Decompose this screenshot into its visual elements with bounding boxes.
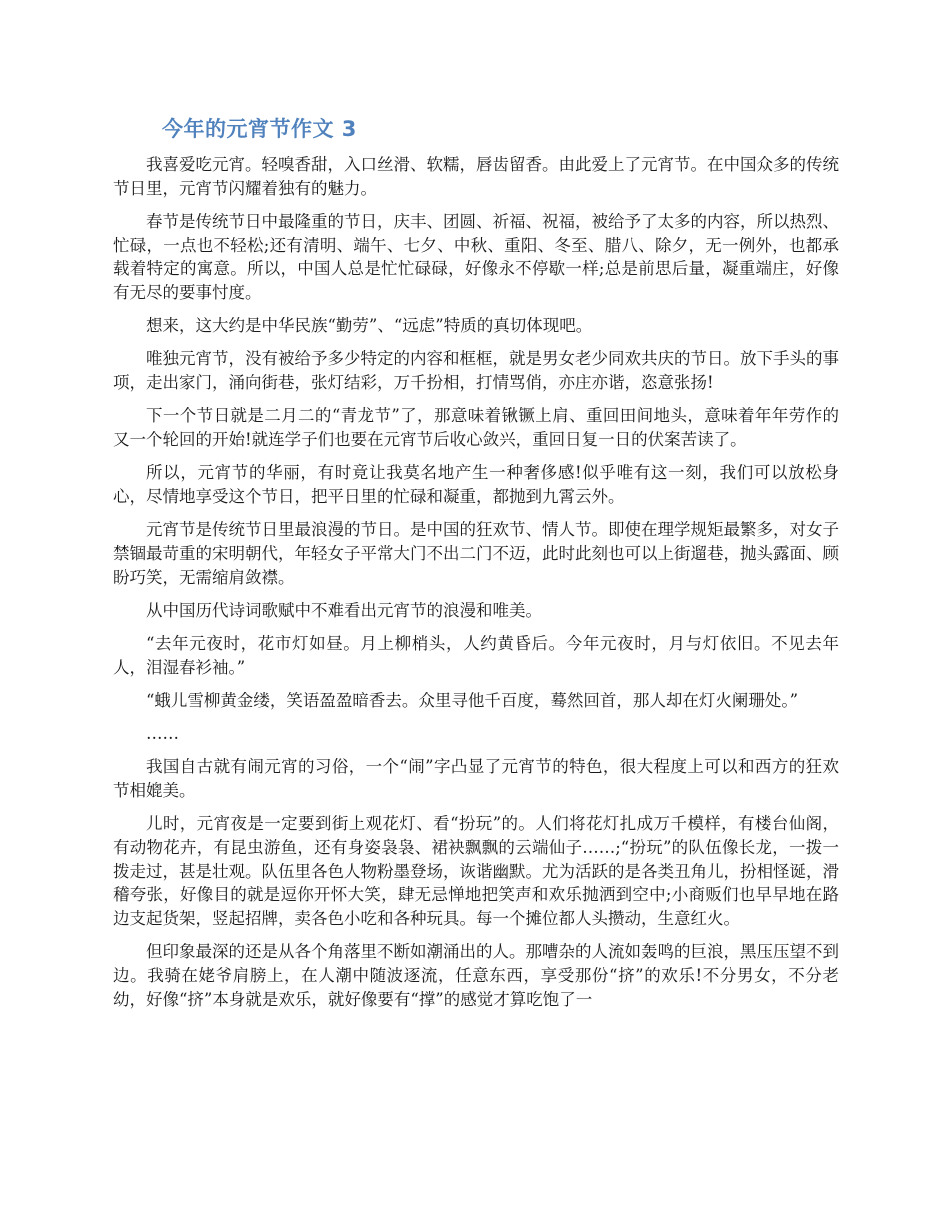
paragraph: 下一个节日就是二月二的“青龙节”了，那意味着锹镢上肩、重回田间地头，意味着年年劳作的又一个轮回的开始!就连学子们也要在元宵节后收心敛兴，重回日复一日的伏案苦读了。	[113, 406, 839, 450]
poem-quote: “去年元夜时，花市灯如昼。月上柳梢头，人约黄昏后。今年元夜时，月与灯依旧。不见去年人，泪湿春衫袖。”	[113, 633, 839, 677]
paragraph: 所以，元宵节的华丽，有时竟让我莫名地产生一种奢侈感!似乎唯有这一刻，我们可以放松身心，尽情地享受这个节日，把平日里的忙碌和凝重，都抛到九霄云外。	[113, 463, 839, 506]
document-body	[113, 153, 839, 1021]
paragraph: 唯独元宵节，没有被给予多少特定的内容和框框，就是男女老少同欢共庆的节日。放下手头的事项，走出家门，涌向街巷，张灯结彩，万千扮相，打情骂俏，亦庄亦谐，恣意张扬!	[113, 349, 839, 393]
paragraph: 但印象最深的还是从各个角落里不断如潮涌出的人。那嘈杂的人流如轰鸣的巨浪，黑压压望不到边。我骑在姥爷肩膀上，在人潮中随波逐流，任意东西，享受那份“挤”的欢乐!不分男女，不分老幼，好像“挤”本身就是欢乐，就好像要有“撑”的感觉才算吃饱了一	[113, 942, 839, 1009]
paragraph: 春节是传统节日中最隆重的节日，庆丰、团圆、祈福、祝福，被给予了太多的内容，所以热烈、忙碌，一点也不轻松;还有清明、端午、七夕、中秋、重阳、冬至、腊八、除夕，无一例外，也都承载着特定的寓意。所以，中国人总是忙忙碌碌，好像永不停歇一样;总是前思后量，凝重端庄，好像有无尽的要事忖度。	[113, 211, 839, 303]
document-title: 今年的元宵节作文 3	[162, 117, 357, 141]
paragraph: 我国自古就有闹元宵的习俗，一个“闹”字凸显了元宵节的特色，很大程度上可以和西方的狂欢节相媲美。	[113, 757, 839, 800]
paragraph: 我喜爱吃元宵。轻嗅香甜，入口丝滑、软糯，唇齿留香。由此爱上了元宵节。在中国众多的传统节日里，元宵节闪耀着独有的魅力。	[113, 155, 839, 198]
paragraph: 想来，这大约是中华民族“勤劳”、“远虑”特质的真切体现吧。	[146, 316, 593, 336]
ellipsis-paragraph: ……	[146, 724, 179, 744]
paragraph: 元宵节是传统节日里最浪漫的节日。是中国的狂欢节、情人节。即使在理学规矩最繁多，对女子禁锢最苛重的宋明朝代，年轻女子平常大门不出二门不迈，此时此刻也可以上街遛巷，抛头露面、顾盼巧笑，无需缩肩敛襟。	[113, 520, 839, 587]
paragraph: 儿时，元宵夜是一定要到街上观花灯、看“扮玩”的。人们将花灯扎成万千模样，有楼台仙阁，有动物花卉，有昆虫游鱼，还有身姿袅袅、裙袂飘飘的云端仙子……;“扮玩”的队伍像长龙，一拨一拨走过，甚是壮观。队伍里各色人物粉墨登场，诙谐幽默。尤为活跃的是各类丑角儿，扮相怪诞，滑稽夸张，好像目的就是逗你开怀大笑，肆无忌惮地把笑声和欢乐抛洒到空中;小商贩们也早早地在路边支起货架，竖起招牌，卖各色小吃和各种玩具。每一个摊位都人头攒动，生意红火。	[113, 814, 839, 928]
poem-quote: “蛾儿雪柳黄金缕，笑语盈盈暗香去。众里寻他千百度，蓦然回首，那人却在灯火阑珊处。”	[146, 690, 799, 710]
paragraph: 从中国历代诗词歌赋中不难看出元宵节的浪漫和唯美。	[146, 600, 542, 620]
